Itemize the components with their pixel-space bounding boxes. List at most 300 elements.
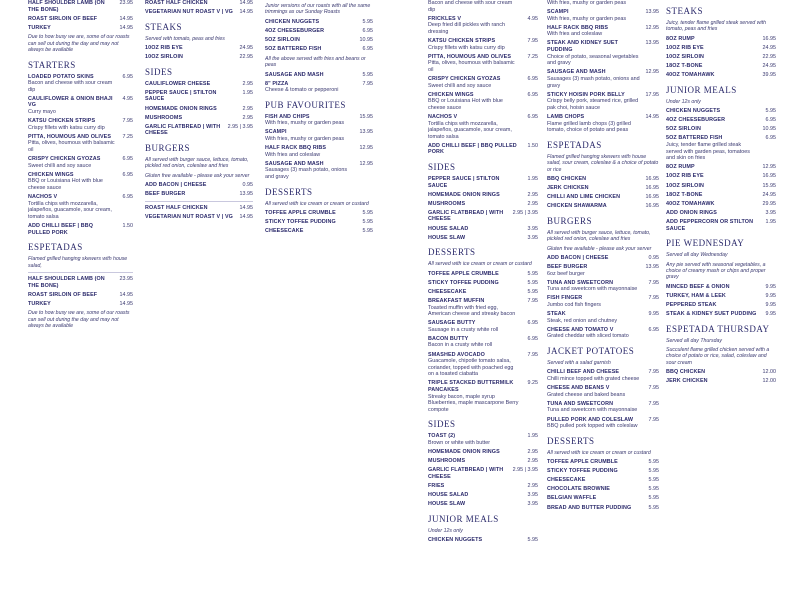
item-name: SCAMPI (547, 9, 569, 16)
menu-item (547, 280, 659, 293)
menu-item (145, 90, 253, 103)
item-name: SAUSAGE AND MASH (547, 69, 606, 76)
item-name: HALF RACK BBQ RIBS (547, 24, 609, 31)
section-note: Succulent flame grilled chicken served with a choice of potato or rice, salad, coleslaw and sour cream (666, 347, 770, 366)
item-name: CRISPY CHICKEN GYOZAS (428, 75, 501, 82)
item-name: 10OZ RIB EYE (145, 45, 183, 52)
menu-item (547, 401, 659, 414)
item-description: Curry mayo (28, 109, 56, 116)
item-price: 3.95 (765, 209, 776, 216)
item-name: 10OZ RIB EYE (666, 44, 704, 51)
section-title: PIE WEDNESDAY (666, 238, 745, 249)
section-note: All served with burger sauce, lettuce, tomato, pickled red onion, coleslaw and fries (145, 156, 249, 170)
item-description: Jumbo cod fish fingers (547, 302, 601, 309)
section-note: All served with burger sauce, lettuce, tomato, pickled red onion, coleslaw and fries (547, 229, 651, 243)
item-name: BEEF BURGER (547, 264, 588, 271)
menu-item (428, 226, 538, 233)
item-price: 7.95 (648, 416, 659, 423)
item-name: GARLIC FLATBREAD | WITH CHEESE (428, 209, 504, 223)
item-price: 1.50 (122, 222, 133, 229)
menu-item (666, 63, 776, 70)
menu-item (428, 336, 538, 349)
item-price: 13.95 (359, 129, 373, 136)
item-price: 6.95 (527, 320, 538, 327)
section-note: Junior versions of our roasts with all the same trimmings as our Sunday Roasts (265, 3, 371, 16)
item-name: SAUSAGE AND MASH (265, 160, 324, 167)
item-price: 1.95 (527, 175, 538, 182)
item-description: With fries, mushy or garden peas (547, 0, 627, 6)
item-description: Deep fried dill pickles with ranch dressing (428, 22, 506, 35)
item-description: Streaky bacon, maple syrup Blueberries, maple mascarpone Berry compote (428, 393, 519, 413)
menu-item (265, 114, 373, 127)
menu-item (547, 459, 659, 466)
column-steaks-specials (666, 0, 776, 600)
menu-item (265, 72, 373, 79)
item-name: BACON BUTTY (428, 335, 469, 342)
item-price: 6.95 (765, 117, 776, 124)
menu-item (28, 194, 133, 220)
item-name: HALF SHOULDER LAMB (ON THE BONE) (28, 275, 105, 289)
item-price: 9.95 (765, 311, 776, 317)
menu-item (265, 161, 373, 181)
item-description: Tuna and sweetcorn with mayonnaise (547, 407, 638, 414)
item-name: BELGIAN WAFFLE (547, 495, 597, 502)
item-name: KATSU CHICKEN STRIPS (428, 37, 496, 44)
item-price: 17.95 (645, 91, 659, 98)
item-price: 14.95 (239, 9, 253, 16)
menu-item (547, 505, 659, 512)
item-name: ROAST HALF CHICKEN (145, 0, 208, 6)
item-name: HOMEMADE ONION RINGS (145, 105, 217, 112)
menu-item (547, 311, 659, 324)
item-price: 2.95 | 3.95 (512, 209, 538, 216)
item-price: 9.95 (648, 311, 659, 318)
menu-item (666, 369, 776, 376)
menu-item (666, 45, 776, 52)
item-description: Pitta, olives, houmous with balsamic oil (28, 140, 115, 154)
item-name: STICKY HOISIN PORK BELLY (547, 91, 625, 98)
menu-item (265, 129, 373, 142)
section-title: BURGERS (547, 215, 593, 226)
item-name: 8OZ RUMP (666, 35, 695, 42)
item-description: Steak, red onion and chutney (547, 317, 618, 324)
item-price: 14.95 (239, 213, 253, 220)
item-price: 5.95 (648, 468, 659, 475)
menu-item (547, 176, 659, 183)
menu-item (666, 183, 776, 190)
item-name: ADD CHILLI BEEF | BBQ PULLED PORK (28, 222, 94, 236)
item-description: Tortilla chips with mozzarella, jalapeños, guacamole, sour cream, tomato salsa (428, 120, 512, 140)
item-price: 13.95 (239, 191, 253, 198)
menu-item (428, 483, 538, 490)
menu-item (265, 46, 373, 53)
item-price: 24.95 (762, 44, 776, 51)
item-price: 7.95 (362, 80, 373, 87)
menu-item (145, 0, 253, 7)
item-price: 24.95 (762, 191, 776, 198)
section-title: DESSERTS (265, 186, 313, 197)
item-price: 16.95 (645, 194, 659, 201)
menu-item (428, 176, 538, 189)
menu-item (265, 219, 373, 226)
item-price: 7.95 (122, 118, 133, 125)
menu-item (145, 9, 253, 16)
menu-item (428, 271, 538, 278)
item-price: 14.95 (119, 300, 133, 307)
item-price: 2.95 (527, 482, 538, 489)
section-note: Flamed grilled hanging skewers with house salad, sour cream, coleslaw & a choice of potato or rice (547, 153, 659, 173)
menu-item (28, 223, 133, 236)
item-name: LOADED POTATO SKINS (28, 73, 94, 80)
item-price: 1.95 (527, 433, 538, 440)
item-name: BREAKFAST MUFFIN (428, 297, 485, 304)
menu-item (428, 76, 538, 89)
item-description: Choice of potato, seasonal vegetables and gravy (547, 53, 639, 67)
column-roasts (28, 0, 133, 600)
section-title: DESSERTS (428, 247, 476, 258)
item-price: 5.95 (362, 71, 373, 78)
item-price: 2.95 (527, 449, 538, 456)
item-price: 6.95 (122, 73, 133, 80)
menu-item (428, 114, 538, 140)
item-description: Bacon and cheese with sour cream dip (428, 0, 513, 13)
section-title: ESPETADAS (28, 242, 83, 253)
item-name: HOMEMADE ONION RINGS (428, 191, 500, 198)
item-name: STICKY TOFFEE PUDDING (265, 219, 336, 226)
menu-item (428, 38, 538, 51)
item-price: 7.95 (527, 37, 538, 44)
item-description: Bacon in a crusty white roll (428, 342, 493, 349)
item-name: STICKY TOFFEE PUDDING (428, 279, 499, 286)
item-price: 23.95 (119, 275, 133, 282)
column-junior-pub (265, 0, 373, 600)
menu-item (547, 385, 659, 398)
item-price: 3.95 (527, 501, 538, 508)
item-price: 16.95 (762, 35, 776, 42)
menu-item (145, 81, 253, 88)
menu-item (666, 219, 776, 232)
item-name: NACHOS V (28, 194, 58, 201)
item-description: Pitta, olives, houmous with balsamic oil (428, 60, 515, 73)
item-name: 4OZ CHEESEBURGER (666, 117, 726, 124)
menu-item (547, 486, 659, 493)
menu-item (265, 37, 373, 44)
menu-item (547, 295, 659, 308)
menu-item (547, 40, 659, 66)
section-note: Flamed grilled hanging skewers with house salad, (28, 256, 128, 269)
item-name: CAULIFLOWER CHEESE (145, 80, 211, 87)
item-description: Crispy fillets with katsu curry dip (428, 44, 505, 51)
item-price: 16.95 (645, 175, 659, 182)
section-title: STEAKS (145, 21, 183, 32)
item-name: CHEESECAKE (265, 228, 304, 235)
item-description: Sausages (3) mash potato, onions and gravy (547, 75, 640, 89)
item-price: 9.95 (765, 292, 776, 299)
item-name: STEAK AND KIDNEY SUET PUDDING (547, 40, 618, 54)
menu-item (547, 203, 659, 210)
item-name: 8" PIZZA (265, 80, 289, 87)
item-price: 16.95 (645, 185, 659, 191)
menu-item (428, 458, 538, 465)
item-description: Crispy fillets with katsu curry dip (28, 124, 105, 131)
menu-item (145, 205, 253, 212)
item-name: 10OZ SIRLOIN (145, 54, 184, 61)
item-price: 6.95 (122, 171, 133, 178)
item-name: CHEESECAKE (428, 288, 467, 295)
item-name: VEGETARIAN NUT ROAST V | VG (145, 9, 233, 16)
item-name: CHILLI AND LIME CHICKEN (547, 194, 621, 201)
section-title: STARTERS (28, 59, 76, 70)
item-name: TURKEY, HAM & LEEK (666, 292, 726, 299)
menu-item (428, 352, 538, 378)
item-name: BEEF BURGER (145, 191, 186, 198)
menu-item (428, 92, 538, 112)
menu-item (145, 45, 253, 52)
menu-item (666, 378, 776, 385)
item-name: SCAMPI (265, 129, 287, 136)
item-description: BBQ or Louisiana Hot with blue cheese sauce (428, 98, 503, 111)
item-name: ADD BACON | CHEESE (547, 255, 609, 261)
menu-item (666, 72, 776, 79)
item-price: 5.95 (362, 228, 373, 235)
section-note: Served with a salad garnish (547, 360, 611, 367)
menu-item (428, 192, 538, 199)
item-name: GARLIC FLATBREAD | WITH CHEESE (145, 123, 221, 137)
item-price: 14.95 (645, 113, 659, 120)
section-note: Under 12s only (666, 98, 701, 105)
item-name: CHOCOLATE BROWNIE (547, 486, 610, 493)
item-name: PITTA, HOUMOUS AND OLIVES (28, 133, 112, 140)
item-name: 8OZ RUMP (666, 164, 695, 171)
menu-item (28, 25, 133, 32)
item-price: 12.95 (359, 145, 373, 152)
column-steaks-sides (145, 0, 253, 600)
item-description: BBQ or Louisiana Hot with blue cheese sauce (28, 178, 103, 191)
item-price: 6.95 (648, 326, 659, 333)
menu-item (666, 284, 776, 291)
item-name: 5OZ SIRLOIN (666, 126, 701, 133)
item-price: 2.95 | 3.95 (227, 123, 253, 130)
item-description: Guacamole, chipotle tomato salsa, coriander, topped with poached egg on a toasted ciabatta (428, 358, 514, 378)
item-price: 9.95 (765, 283, 776, 290)
item-name: TOAST (2) (428, 433, 456, 440)
item-name: BBQ CHICKEN (547, 175, 587, 182)
section-note: Due to how busy we are, some of our roasts can sell out during the day and may not always be available (28, 34, 130, 54)
menu-item (666, 201, 776, 208)
column-mains-espetadas (547, 0, 659, 600)
item-price: 7.95 (527, 351, 538, 358)
item-name: MUSHROOMS (428, 458, 466, 465)
item-price: 7.95 (527, 297, 538, 304)
item-name: BREAD AND BUTTER PUDDING (547, 504, 632, 511)
menu-item (145, 106, 253, 113)
item-description: Sausages (3) mash potato, onions and gravy (265, 167, 348, 181)
section-title: ESPETADA THURSDAY (666, 323, 770, 334)
item-description: Brown or white with butter (428, 440, 491, 446)
item-price: 2.95 | 3.95 (512, 467, 538, 474)
menu-item (428, 201, 538, 208)
item-name: TRIPLE STACKED BUTTERMILK PANCAKES (428, 380, 514, 394)
item-name: FISH FINGER (547, 295, 583, 302)
item-price: 1.95 (765, 218, 776, 225)
section-note: Served with tomato, peas and fries (145, 35, 225, 42)
item-description: Toasted muffin with fried egg, American cheese and streaky bacon (428, 304, 516, 318)
item-name: CAULIFLOWER & ONION BHAJI VG (28, 95, 113, 109)
section-title: JUNIOR MEALS (666, 84, 737, 95)
menu-item (666, 210, 776, 217)
menu-item (145, 124, 253, 137)
item-price: 3.95 (527, 492, 538, 499)
menu-item (428, 467, 538, 480)
menu-item (666, 164, 776, 171)
item-name: CHICKEN NUGGETS (265, 18, 320, 25)
item-name: VEGETARIAN NUT ROAST V | VG (145, 213, 233, 220)
section-note: Served all day Wednesday (666, 252, 728, 259)
item-description: With fries, mushy or garden peas (547, 15, 627, 22)
item-price: 3.95 (527, 225, 538, 232)
item-name: HALF SHOULDER LAMB (ON THE BONE) (28, 0, 105, 13)
section-title: JUNIOR MEALS (428, 513, 499, 524)
item-description: Sausage in a crusty white roll (428, 326, 499, 333)
item-name: HALF RACK BBQ RIBS (265, 145, 327, 152)
menu-item (428, 210, 538, 223)
menu-item (145, 191, 253, 198)
item-name: GARLIC FLATBREAD | WITH CHEESE (428, 467, 504, 480)
item-name: NACHOS V (428, 113, 458, 120)
item-price: 2.95 (242, 105, 253, 112)
item-price: 5.95 (648, 477, 659, 484)
item-name: ADD CHILLI BEEF | BBQ PULLED PORK (428, 142, 517, 156)
item-name: TOFFEE APPLE CRUMBLE (428, 270, 499, 277)
item-price: 7.95 (648, 385, 659, 392)
menu-item (666, 311, 776, 318)
menu-item (28, 118, 133, 131)
menu-item (547, 369, 659, 382)
menu-item (547, 185, 659, 192)
item-description: Juicy, tender flame grilled steak served with garden peas, tomatoes and skin on fries (666, 142, 750, 162)
item-price: 3.95 (527, 234, 538, 241)
item-price: 5.95 (527, 279, 538, 286)
item-price: 14.95 (239, 0, 253, 6)
item-name: STICKY TOFFEE PUDDING (547, 468, 618, 475)
section-note: All served with ice cream or cream or custard (547, 449, 651, 456)
item-name: TURKEY (28, 24, 51, 31)
menu-item (265, 145, 373, 158)
menu-item (666, 126, 776, 133)
item-price: 24.95 (239, 45, 253, 52)
item-price: 4.95 (122, 95, 133, 102)
item-name: HOMEMADE ONION RINGS (428, 449, 500, 456)
menu-item (547, 495, 659, 502)
section-note: Gluten free available - please ask your server (145, 172, 250, 179)
menu-item (28, 301, 133, 308)
item-name: CHICKEN NUGGETS (428, 537, 483, 544)
menu-item (28, 96, 133, 116)
item-price: 6.95 (527, 335, 538, 342)
item-price: 2.95 (527, 458, 538, 465)
item-price: 16.95 (645, 203, 659, 210)
divider (28, 272, 133, 273)
menu-item (547, 194, 659, 201)
menu-item (547, 255, 659, 262)
item-name: SAUSAGE BUTTY (428, 320, 476, 327)
item-description: Flame grilled lamb chops (3) grilled tomato, choice of potato and peas (547, 120, 631, 134)
item-name: ROAST SIRLOIN OF BEEF (28, 291, 98, 298)
item-name: LAMB CHOPS (547, 113, 585, 120)
item-price: 13.95 (645, 9, 659, 16)
menu-item (547, 417, 659, 430)
menu-item (28, 74, 133, 94)
item-price: 14.95 (239, 204, 253, 211)
item-price: 29.95 (762, 200, 776, 207)
item-price: 7.25 (527, 53, 538, 60)
section-note: All served with ice cream or cream or custard (265, 200, 369, 207)
item-price: 24.95 (762, 63, 776, 70)
menu-item (28, 134, 133, 154)
item-name: MINCED BEEF & ONION (666, 283, 730, 290)
section-title: SIDES (428, 161, 456, 172)
menu-item (547, 468, 659, 475)
item-name: CHEESE AND BEANS V (547, 385, 610, 392)
item-price: 15.95 (359, 113, 373, 120)
item-name: STEAK (547, 311, 566, 318)
item-name: 40OZ TOMAHAWK (666, 72, 715, 79)
menu-item (428, 449, 538, 456)
section-title: BURGERS (145, 142, 191, 153)
item-price: 2.95 (527, 191, 538, 198)
menu-item (265, 28, 373, 35)
item-price: 6.95 (362, 46, 373, 53)
menu-item (547, 9, 659, 22)
menu-item (547, 69, 659, 89)
item-price: 5.95 (648, 459, 659, 466)
item-name: ADD BACON | CHEESE (145, 182, 207, 189)
item-description: Bacon and cheese with sour cream dip (28, 80, 113, 93)
menu-item (428, 289, 538, 296)
section-note: All the above served with fries and beans or peas (265, 55, 366, 69)
item-name: 5OZ BATTERED FISH (265, 46, 322, 53)
item-name: PITTA, HOUMOUS AND OLIVES (428, 53, 512, 60)
item-name: 10OZ SIRLOIN (666, 54, 705, 60)
menu-item (428, 433, 538, 446)
menu-item (666, 293, 776, 300)
item-name: HOUSE SLAW (428, 234, 466, 241)
item-price: 1.95 (242, 89, 253, 96)
section-title: SIDES (428, 419, 456, 430)
item-name: ROAST HALF CHICKEN (145, 204, 208, 211)
menu-item (666, 36, 776, 43)
menu-item (547, 114, 659, 134)
item-price: 13.95 (645, 40, 659, 47)
menu-item (145, 115, 253, 122)
item-name: HOUSE SALAD (428, 492, 469, 499)
item-name: 10OZ RIB EYE (666, 173, 704, 180)
item-price: 5.95 (362, 219, 373, 226)
menu-item (666, 192, 776, 199)
menu-item (28, 276, 133, 289)
divider (145, 201, 253, 202)
item-name: CHEESE AND TOMATO V (547, 326, 614, 333)
item-description: 6oz beef burger (547, 270, 585, 277)
item-price: 10.95 (762, 126, 776, 133)
item-name: SMASHED AVOCADO (428, 351, 485, 358)
menu-item (428, 16, 538, 36)
item-name: FRIES (428, 482, 445, 489)
item-name: TUNA AND SWEETCORN (547, 400, 614, 407)
item-name: PEPPER SAUCE | STILTON SAUCE (428, 175, 500, 189)
item-name: MUSHROOMS (145, 114, 183, 121)
menu-item (145, 214, 253, 221)
